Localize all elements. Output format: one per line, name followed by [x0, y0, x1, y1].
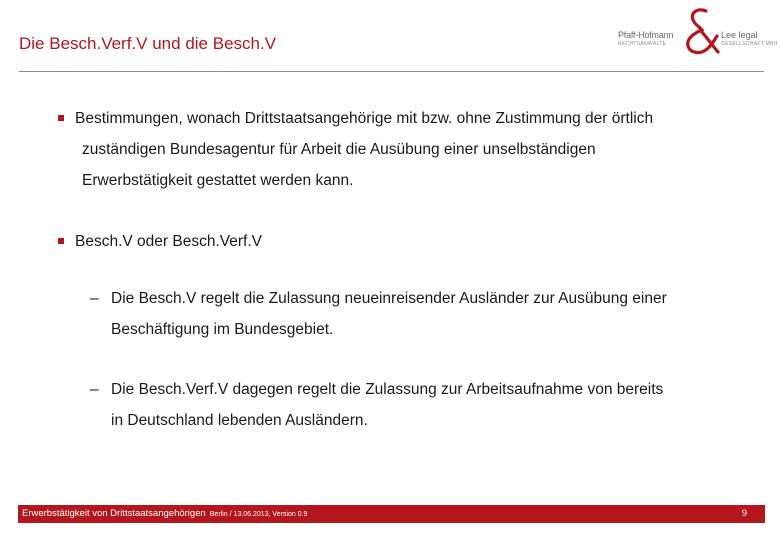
- dash-bullet-icon: –: [90, 381, 99, 398]
- footer-topic: Erwerbstätigkeit von Drittstaatsangehörigen: [22, 508, 206, 519]
- footer-date-version: Berlin / 13.06.2013, Version 0.9: [209, 511, 308, 518]
- dash-bullet-icon: –: [90, 290, 99, 307]
- title-divider: [19, 71, 764, 72]
- logo-sub-right: GESELLSCHAFT MBH: [721, 41, 778, 47]
- footer-text: [22, 508, 307, 519]
- page-number: 9: [741, 508, 747, 519]
- bullet-line: zuständigen Bundesagentur für Arbeit die Ausübung einer unselbständigen: [82, 141, 596, 158]
- sub-bullet-text: [111, 283, 771, 345]
- logo-name-right: Lee legal: [721, 30, 758, 40]
- bullet-text: [75, 103, 775, 196]
- sub-bullet-text: [111, 374, 771, 436]
- sub-bullet-line: Die Besch.V regelt die Zulassung neueinreisender Ausländer zur Ausübung einer: [111, 290, 667, 307]
- bullet-line: Besch.V oder Besch.Verf.V: [75, 233, 262, 250]
- sub-bullet-line: Beschäftigung im Bundesgebiet.: [111, 321, 334, 338]
- logo: [612, 6, 778, 56]
- sub-bullet-line: in Deutschland lebenden Ausländern.: [111, 412, 368, 429]
- logo-name-left: Pfaff-Hofmann: [618, 30, 674, 40]
- page-title: Die Besch.Verf.V und die Besch.V: [19, 34, 277, 53]
- footer-bar: [18, 505, 765, 523]
- bullet-line: Bestimmungen, wonach Drittstaatsangehörige mit bzw. ohne Zustimmung der örtlich: [75, 110, 654, 127]
- ampersand-logo-icon: [676, 6, 720, 56]
- square-bullet-icon: [58, 115, 64, 121]
- bullet-text: [75, 226, 775, 257]
- logo-sub-left: RECHTSANWÄLTE: [618, 41, 667, 47]
- bullet-line: Erwerbstätigkeit gestattet werden kann.: [82, 172, 354, 189]
- square-bullet-icon: [58, 238, 64, 244]
- sub-bullet-line: Die Besch.Verf.V dagegen regelt die Zulassung zur Arbeitsaufnahme von bereits: [111, 381, 664, 398]
